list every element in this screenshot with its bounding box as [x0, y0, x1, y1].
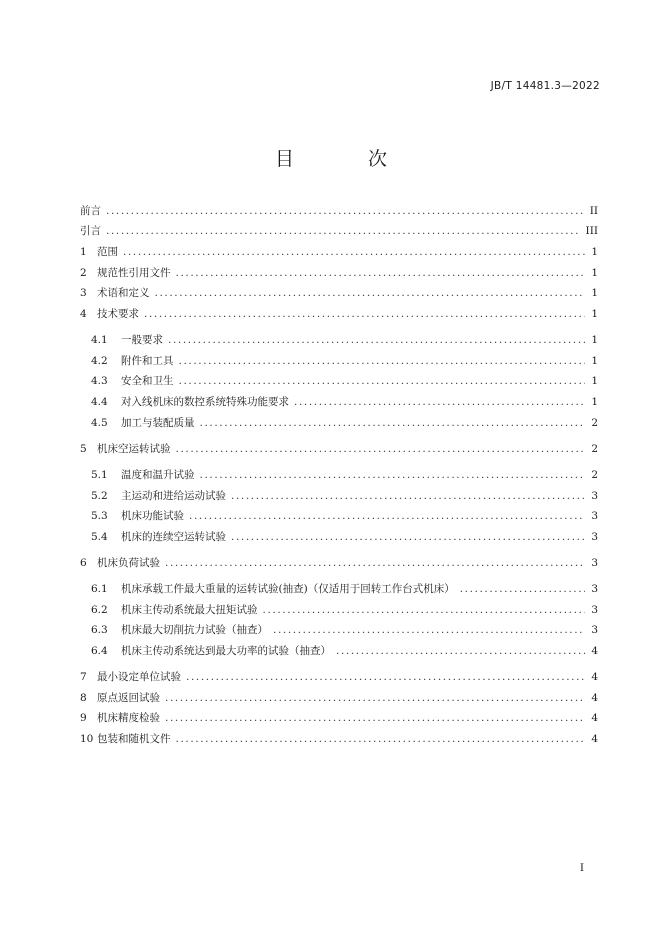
toc-entry[interactable]: [80, 596, 598, 617]
toc-dot-leader: [263, 604, 586, 617]
toc-entry-title: 附件和工具: [121, 354, 174, 367]
toc-entry-page: 2: [591, 442, 598, 455]
toc-entry[interactable]: [80, 218, 598, 239]
toc-entry[interactable]: [80, 347, 598, 368]
toc-entry-title: 机床主传动系统达到最大功率的试验（抽查）: [121, 644, 331, 657]
toc-entry-page: 1: [591, 246, 598, 259]
toc-entry-number: 6: [80, 556, 87, 569]
toc-entry[interactable]: [80, 684, 598, 705]
toc-entry-number: 5.4: [91, 530, 108, 543]
toc-dot-leader: [155, 287, 586, 300]
toc-entry-page: III: [585, 225, 598, 238]
toc-entry[interactable]: [80, 549, 598, 570]
toc-entry-title: 机床承载工件最大重量的运转试验(抽查)（仅适用于回转工作台式机床）: [121, 582, 455, 595]
toc-entry[interactable]: [80, 326, 598, 347]
toc-entry-number: 2: [80, 266, 87, 279]
toc-dot-leader: [106, 205, 585, 218]
toc-entry-number: 5.1: [91, 468, 108, 481]
toc-dot-leader: [176, 733, 586, 746]
toc-entry-number: 10: [80, 732, 94, 745]
toc-dot-leader: [273, 624, 585, 637]
toc-entry-number: 4: [80, 308, 87, 321]
toc-entry[interactable]: [80, 368, 598, 389]
standard-number: JB/T 14481.3—2022: [490, 80, 600, 92]
toc-entry[interactable]: [80, 388, 598, 409]
toc-entry-title: 原点返回试验: [97, 691, 160, 704]
toc-dot-leader: [176, 443, 586, 456]
toc-entry[interactable]: [80, 637, 598, 658]
toc-dot-leader: [165, 557, 585, 570]
toc-dot-leader: [165, 712, 585, 725]
toc-dot-leader: [176, 267, 586, 280]
toc-entry-number: 4.4: [91, 396, 108, 409]
toc-entry-page: 3: [591, 624, 598, 637]
toc-entry-title: 技术要求: [97, 308, 139, 321]
toc-entry[interactable]: [80, 482, 598, 503]
toc-entry-page: 1: [591, 334, 598, 347]
toc-entry-title: 温度和温升试验: [121, 468, 195, 481]
page-number: I: [579, 862, 584, 874]
toc-entry-title: 规范性引用文件: [97, 266, 171, 279]
toc-dot-leader: [123, 246, 585, 259]
toc-entry[interactable]: [80, 503, 598, 524]
toc-entry[interactable]: [80, 461, 598, 482]
toc-entry[interactable]: [80, 197, 598, 218]
toc-entry-number: 4.5: [91, 416, 108, 429]
toc-entry[interactable]: [80, 575, 598, 596]
toc-entry-page: 4: [591, 732, 598, 745]
toc-entry-title: 前言: [80, 204, 101, 217]
toc-entry-title: 机床负荷试验: [97, 556, 160, 569]
toc-entry[interactable]: [80, 409, 598, 430]
toc-dot-leader: [179, 355, 586, 368]
toc-entry-page: 2: [591, 416, 598, 429]
toc-entry-title: 一般要求: [121, 334, 163, 347]
toc-entry[interactable]: [80, 259, 598, 280]
toc-entry[interactable]: [80, 617, 598, 638]
toc-dot-leader: [179, 375, 586, 388]
toc-entry-title: 最小设定单位试验: [97, 670, 181, 683]
toc-entry-title: 主运动和进给运动试验: [121, 489, 226, 502]
toc-entry-number: 7: [80, 670, 87, 683]
toc-entry-page: 1: [591, 396, 598, 409]
toc-entry-title: 安全和卫生: [121, 375, 174, 388]
toc-dot-leader: [189, 510, 585, 523]
toc-entry-page: 4: [591, 712, 598, 725]
toc-entry-title: 对入线机床的数控系统特殊功能要求: [121, 396, 289, 409]
toc-entry-title: 机床的连续空运转试验: [121, 530, 226, 543]
toc-entry-number: 6.3: [91, 624, 108, 637]
toc-entry[interactable]: [80, 300, 598, 321]
toc-entry-number: 6.1: [91, 582, 108, 595]
toc-entry-page: 3: [591, 603, 598, 616]
toc-entry-page: 4: [591, 644, 598, 657]
toc-entry-title: 术语和定义: [97, 287, 150, 300]
toc-entry-number: 5.3: [91, 510, 108, 523]
toc-entry-title: 引言: [80, 225, 101, 238]
toc-entry-title: 机床空运转试验: [97, 442, 171, 455]
toc-entry[interactable]: [80, 523, 598, 544]
toc-entry[interactable]: [80, 238, 598, 259]
toc-entry-page: 3: [591, 556, 598, 569]
toc-entry-number: 8: [80, 691, 87, 704]
toc-dot-leader: [144, 308, 585, 321]
toc-entry[interactable]: [80, 435, 598, 456]
toc-entry[interactable]: [80, 725, 598, 746]
toc-entry-number: 6.4: [91, 644, 108, 657]
toc-entry-number: 4.1: [91, 334, 108, 347]
toc-entry-title: 范围: [97, 246, 118, 259]
toc-entry-page: 1: [591, 266, 598, 279]
toc-entry-title: 机床功能试验: [121, 510, 184, 523]
toc-entry-page: 3: [591, 510, 598, 523]
toc-dot-leader: [200, 417, 586, 430]
page-title: 目 次: [274, 148, 422, 170]
toc-entry[interactable]: [80, 280, 598, 301]
toc-entry-page: II: [589, 204, 598, 217]
toc-entry-title: 包装和随机文件: [97, 732, 171, 745]
table-of-contents: [80, 197, 598, 746]
toc-dot-leader: [460, 583, 585, 596]
toc-entry-page: 3: [591, 582, 598, 595]
toc-dot-leader: [294, 396, 585, 409]
toc-entry-number: 5: [80, 442, 87, 455]
toc-entry-number: 4.2: [91, 354, 108, 367]
toc-entry-title: 机床精度检验: [97, 712, 160, 725]
toc-entry-page: 1: [591, 375, 598, 388]
toc-entry[interactable]: [80, 705, 598, 726]
toc-dot-leader: [168, 334, 585, 347]
toc-entry-page: 4: [591, 691, 598, 704]
toc-dot-leader: [165, 692, 585, 705]
toc-entry-number: 1: [80, 246, 87, 259]
toc-dot-leader: [231, 490, 585, 503]
toc-dot-leader: [200, 469, 586, 482]
toc-dot-leader: [231, 531, 585, 544]
toc-entry-page: 1: [591, 287, 598, 300]
toc-entry-title: 机床主传动系统最大扭矩试验: [121, 603, 258, 616]
toc-entry-number: 6.2: [91, 603, 108, 616]
toc-entry-page: 3: [591, 530, 598, 543]
toc-entry-title: 加工与装配质量: [121, 416, 195, 429]
toc-entry-page: 2: [591, 468, 598, 481]
toc-entry[interactable]: [80, 663, 598, 684]
toc-dot-leader: [336, 645, 585, 658]
toc-dot-leader: [106, 225, 581, 238]
toc-entry-number: 3: [80, 287, 87, 300]
toc-entry-page: 4: [591, 670, 598, 683]
toc-entry-page: 3: [591, 489, 598, 502]
toc-entry-title: 机床最大切削抗力试验（抽查）: [121, 624, 268, 637]
toc-entry-page: 1: [591, 308, 598, 321]
toc-dot-leader: [186, 671, 585, 684]
toc-entry-number: 5.2: [91, 489, 108, 502]
toc-entry-number: 9: [80, 712, 87, 725]
toc-entry-page: 1: [591, 354, 598, 367]
toc-entry-number: 4.3: [91, 375, 108, 388]
